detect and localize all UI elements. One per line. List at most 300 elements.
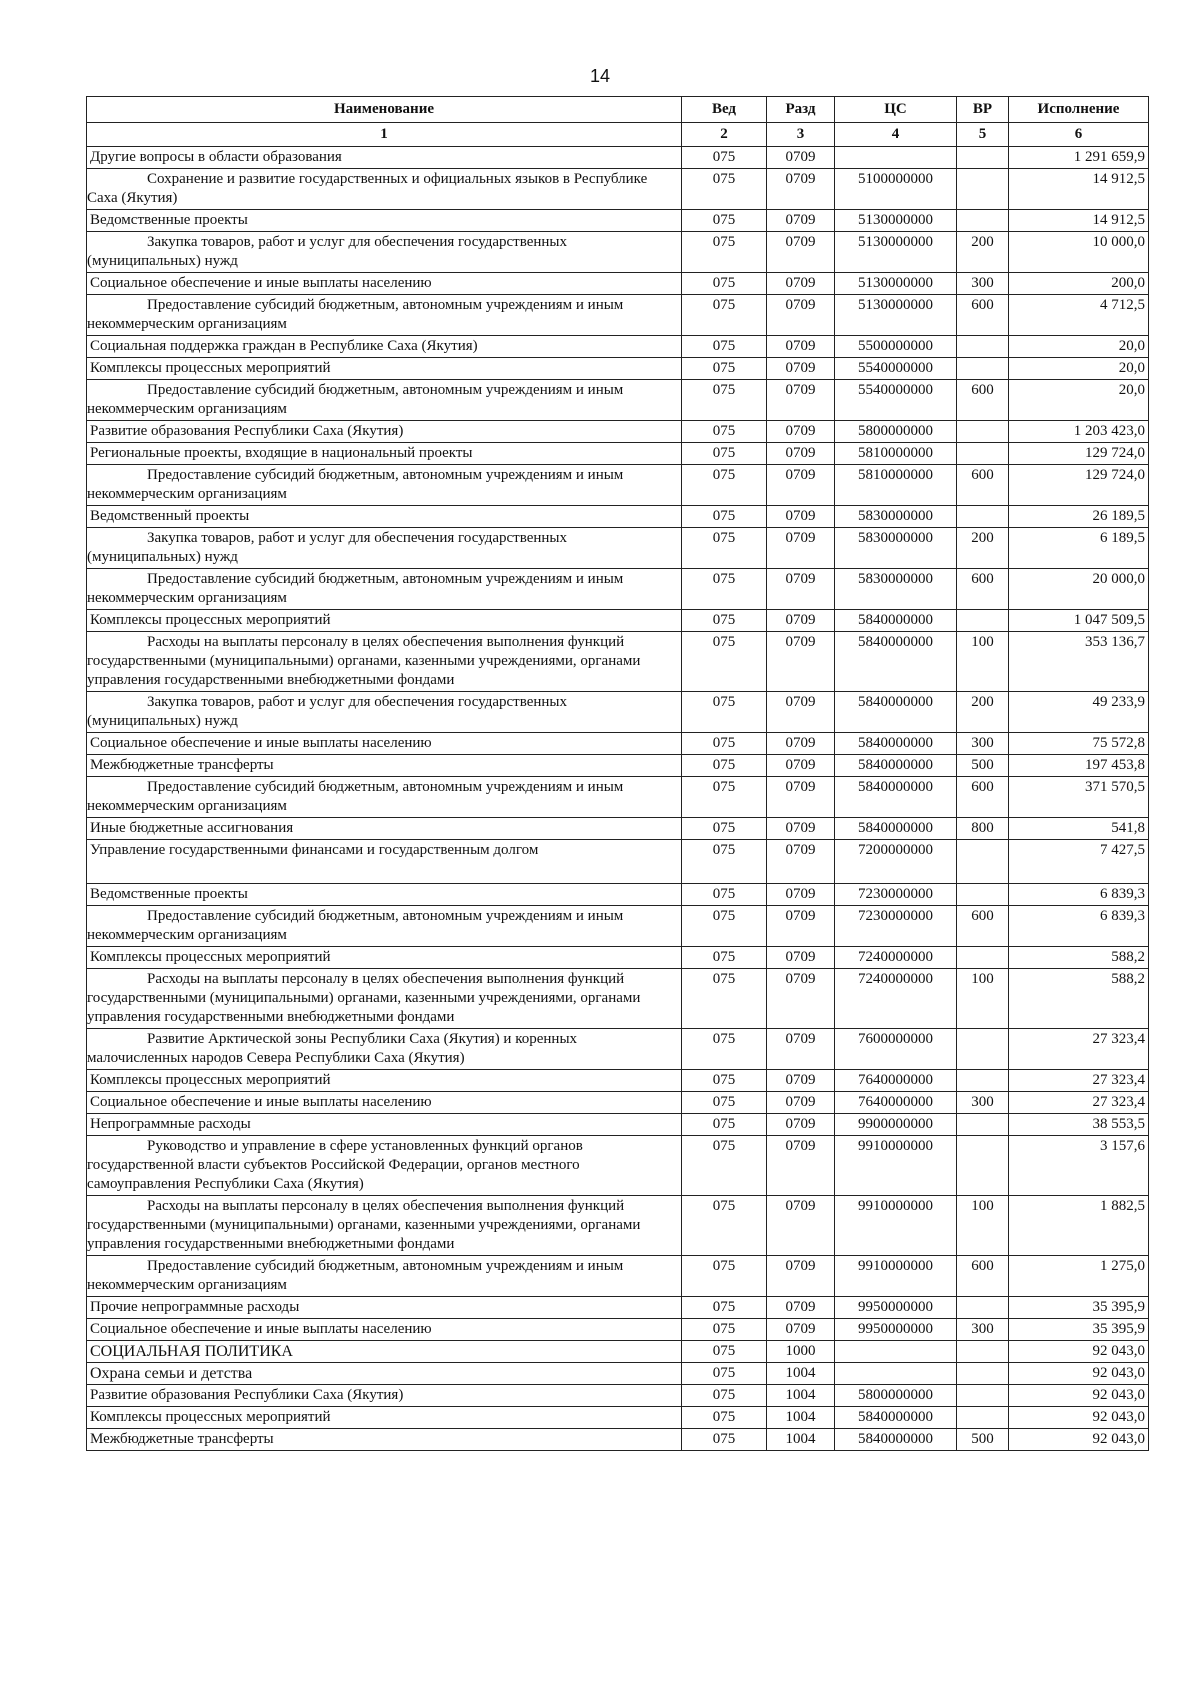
row-execution: 26 189,5 bbox=[1009, 506, 1149, 528]
row-name: Межбюджетные трансферты bbox=[87, 755, 682, 777]
row-vr bbox=[957, 1297, 1009, 1319]
row-cs: 9950000000 bbox=[835, 1297, 957, 1319]
row-cs: 5800000000 bbox=[835, 1385, 957, 1407]
row-execution: 10 000,0 bbox=[1009, 232, 1149, 273]
row-razd: 0709 bbox=[767, 1196, 835, 1256]
table-row bbox=[87, 569, 1149, 610]
row-execution: 6 839,3 bbox=[1009, 906, 1149, 947]
row-cs bbox=[835, 1363, 957, 1385]
row-vr bbox=[957, 1114, 1009, 1136]
row-cs: 5830000000 bbox=[835, 528, 957, 569]
row-razd: 0709 bbox=[767, 632, 835, 692]
row-name: Предоставление субсидий бюджетным, автономным учреждениям и иным некоммерческим организациям bbox=[87, 569, 682, 610]
row-vr bbox=[957, 169, 1009, 210]
row-cs: 5540000000 bbox=[835, 380, 957, 421]
row-execution: 6 839,3 bbox=[1009, 884, 1149, 906]
row-execution: 35 395,9 bbox=[1009, 1297, 1149, 1319]
row-name: Развитие Арктической зоны Республики Саха (Якутия) и коренных малочисленных народов Севера Республики Саха (Якутия) bbox=[87, 1029, 682, 1070]
table-row bbox=[87, 1256, 1149, 1297]
row-execution: 35 395,9 bbox=[1009, 1319, 1149, 1341]
row-ved: 075 bbox=[682, 1029, 767, 1070]
row-cs: 9910000000 bbox=[835, 1196, 957, 1256]
row-ved: 075 bbox=[682, 273, 767, 295]
table-row bbox=[87, 818, 1149, 840]
row-cs: 5130000000 bbox=[835, 295, 957, 336]
table-row bbox=[87, 947, 1149, 969]
row-execution: 200,0 bbox=[1009, 273, 1149, 295]
row-ved: 075 bbox=[682, 755, 767, 777]
row-name: Предоставление субсидий бюджетным, автономным учреждениям и иным некоммерческим организациям bbox=[87, 1256, 682, 1297]
row-razd: 0709 bbox=[767, 569, 835, 610]
table-row bbox=[87, 336, 1149, 358]
table-row bbox=[87, 421, 1149, 443]
row-cs: 5810000000 bbox=[835, 465, 957, 506]
row-execution: 92 043,0 bbox=[1009, 1429, 1149, 1451]
row-razd: 0709 bbox=[767, 733, 835, 755]
row-razd: 0709 bbox=[767, 610, 835, 632]
row-name: Закупка товаров, работ и услуг для обеспечения государственных (муниципальных) нужд bbox=[87, 692, 682, 733]
header-razd: Разд bbox=[767, 97, 835, 123]
row-ved: 075 bbox=[682, 947, 767, 969]
row-execution: 4 712,5 bbox=[1009, 295, 1149, 336]
row-name: Расходы на выплаты персоналу в целях обеспечения выполнения функций государственными (муниципальными) органами, казенными учреждениями, органами управления государственными внебюджетными фондами bbox=[87, 969, 682, 1029]
row-ved: 075 bbox=[682, 906, 767, 947]
row-ved: 075 bbox=[682, 1385, 767, 1407]
row-ved: 075 bbox=[682, 1319, 767, 1341]
row-cs: 5500000000 bbox=[835, 336, 957, 358]
table-row bbox=[87, 1114, 1149, 1136]
row-razd: 1000 bbox=[767, 1341, 835, 1363]
table-row bbox=[87, 380, 1149, 421]
row-ved: 075 bbox=[682, 1429, 767, 1451]
row-name: Предоставление субсидий бюджетным, автономным учреждениям и иным некоммерческим организациям bbox=[87, 906, 682, 947]
table-row bbox=[87, 692, 1149, 733]
row-razd: 0709 bbox=[767, 380, 835, 421]
row-vr bbox=[957, 840, 1009, 884]
row-razd: 0709 bbox=[767, 692, 835, 733]
column-number: 2 bbox=[682, 123, 767, 147]
column-number: 3 bbox=[767, 123, 835, 147]
row-razd: 0709 bbox=[767, 1256, 835, 1297]
row-ved: 075 bbox=[682, 569, 767, 610]
row-razd: 0709 bbox=[767, 1136, 835, 1196]
row-ved: 075 bbox=[682, 692, 767, 733]
row-execution: 49 233,9 bbox=[1009, 692, 1149, 733]
table-row bbox=[87, 840, 1149, 884]
row-ved: 075 bbox=[682, 1114, 767, 1136]
row-vr bbox=[957, 443, 1009, 465]
row-razd: 0709 bbox=[767, 1114, 835, 1136]
row-name: Комплексы процессных мероприятий bbox=[87, 1407, 682, 1429]
table-row bbox=[87, 1319, 1149, 1341]
row-vr: 500 bbox=[957, 1429, 1009, 1451]
row-execution: 1 291 659,9 bbox=[1009, 147, 1149, 169]
row-ved: 075 bbox=[682, 777, 767, 818]
row-razd: 1004 bbox=[767, 1429, 835, 1451]
table-row bbox=[87, 884, 1149, 906]
row-vr: 600 bbox=[957, 777, 1009, 818]
row-razd: 0709 bbox=[767, 421, 835, 443]
row-name: Комплексы процессных мероприятий bbox=[87, 358, 682, 380]
row-cs: 5830000000 bbox=[835, 506, 957, 528]
row-vr bbox=[957, 1070, 1009, 1092]
table-row bbox=[87, 506, 1149, 528]
table-row bbox=[87, 1196, 1149, 1256]
table-row bbox=[87, 1297, 1149, 1319]
row-vr: 600 bbox=[957, 906, 1009, 947]
row-vr: 100 bbox=[957, 1196, 1009, 1256]
row-ved: 075 bbox=[682, 295, 767, 336]
row-ved: 075 bbox=[682, 1256, 767, 1297]
header-cs: ЦС bbox=[835, 97, 957, 123]
row-name: Комплексы процессных мероприятий bbox=[87, 610, 682, 632]
row-execution: 20,0 bbox=[1009, 336, 1149, 358]
row-razd: 0709 bbox=[767, 465, 835, 506]
row-execution: 129 724,0 bbox=[1009, 443, 1149, 465]
row-cs bbox=[835, 147, 957, 169]
row-razd: 0709 bbox=[767, 210, 835, 232]
table-row bbox=[87, 465, 1149, 506]
row-razd: 0709 bbox=[767, 777, 835, 818]
row-execution: 92 043,0 bbox=[1009, 1407, 1149, 1429]
row-razd: 0709 bbox=[767, 358, 835, 380]
row-execution: 92 043,0 bbox=[1009, 1341, 1149, 1363]
table-row bbox=[87, 443, 1149, 465]
row-vr: 600 bbox=[957, 1256, 1009, 1297]
row-cs: 9910000000 bbox=[835, 1136, 957, 1196]
row-execution: 14 912,5 bbox=[1009, 210, 1149, 232]
table-header-row bbox=[87, 97, 1149, 123]
row-vr: 600 bbox=[957, 465, 1009, 506]
row-cs: 9950000000 bbox=[835, 1319, 957, 1341]
row-cs: 5130000000 bbox=[835, 232, 957, 273]
row-razd: 0709 bbox=[767, 147, 835, 169]
row-vr: 500 bbox=[957, 755, 1009, 777]
row-execution: 1 047 509,5 bbox=[1009, 610, 1149, 632]
row-vr: 600 bbox=[957, 569, 1009, 610]
row-execution: 3 157,6 bbox=[1009, 1136, 1149, 1196]
table-row bbox=[87, 610, 1149, 632]
row-execution: 38 553,5 bbox=[1009, 1114, 1149, 1136]
row-execution: 129 724,0 bbox=[1009, 465, 1149, 506]
row-cs: 7600000000 bbox=[835, 1029, 957, 1070]
row-ved: 075 bbox=[682, 358, 767, 380]
row-vr: 600 bbox=[957, 295, 1009, 336]
row-razd: 0709 bbox=[767, 336, 835, 358]
row-razd: 0709 bbox=[767, 1029, 835, 1070]
row-razd: 0709 bbox=[767, 1070, 835, 1092]
row-vr bbox=[957, 1029, 1009, 1070]
row-ved: 075 bbox=[682, 818, 767, 840]
row-cs bbox=[835, 1341, 957, 1363]
table-row bbox=[87, 906, 1149, 947]
row-cs: 9900000000 bbox=[835, 1114, 957, 1136]
row-execution: 1 882,5 bbox=[1009, 1196, 1149, 1256]
row-razd: 0709 bbox=[767, 884, 835, 906]
row-name: Ведомственные проекты bbox=[87, 884, 682, 906]
header-vr: ВР bbox=[957, 97, 1009, 123]
row-ved: 075 bbox=[682, 733, 767, 755]
table-row bbox=[87, 232, 1149, 273]
row-execution: 14 912,5 bbox=[1009, 169, 1149, 210]
table-column-numbers-row bbox=[87, 123, 1149, 147]
row-cs: 9910000000 bbox=[835, 1256, 957, 1297]
row-ved: 075 bbox=[682, 443, 767, 465]
row-ved: 075 bbox=[682, 1092, 767, 1114]
table-row bbox=[87, 528, 1149, 569]
column-number: 4 bbox=[835, 123, 957, 147]
table-row bbox=[87, 1070, 1149, 1092]
row-name: Предоставление субсидий бюджетным, автономным учреждениям и иным некоммерческим организациям bbox=[87, 295, 682, 336]
row-ved: 075 bbox=[682, 169, 767, 210]
row-name: Социальное обеспечение и иные выплаты населению bbox=[87, 733, 682, 755]
table-row bbox=[87, 358, 1149, 380]
row-cs: 7230000000 bbox=[835, 884, 957, 906]
row-razd: 0709 bbox=[767, 755, 835, 777]
column-number: 1 bbox=[87, 123, 682, 147]
row-name: Расходы на выплаты персоналу в целях обеспечения выполнения функций государственными (муниципальными) органами, казенными учреждениями, органами управления государственными внебюджетными фондами bbox=[87, 1196, 682, 1256]
row-execution: 197 453,8 bbox=[1009, 755, 1149, 777]
row-vr: 100 bbox=[957, 969, 1009, 1029]
header-name: Наименование bbox=[87, 97, 682, 123]
row-ved: 075 bbox=[682, 1341, 767, 1363]
row-name: Руководство и управление в сфере установленных функций органов государственной власти субъектов Российской Федерации, органов местного самоуправления Республики Саха (Якутия) bbox=[87, 1136, 682, 1196]
row-ved: 075 bbox=[682, 421, 767, 443]
row-razd: 1004 bbox=[767, 1363, 835, 1385]
row-ved: 075 bbox=[682, 210, 767, 232]
row-razd: 0709 bbox=[767, 818, 835, 840]
row-name: Управление государственными финансами и государственным долгом bbox=[87, 840, 682, 884]
row-cs: 7200000000 bbox=[835, 840, 957, 884]
row-execution: 92 043,0 bbox=[1009, 1363, 1149, 1385]
row-cs: 7640000000 bbox=[835, 1092, 957, 1114]
row-vr: 300 bbox=[957, 1092, 1009, 1114]
row-name: Прочие непрограммные расходы bbox=[87, 1297, 682, 1319]
row-name: Закупка товаров, работ и услуг для обеспечения государственных (муниципальных) нужд bbox=[87, 528, 682, 569]
table-row bbox=[87, 1385, 1149, 1407]
row-ved: 075 bbox=[682, 1363, 767, 1385]
row-cs: 7240000000 bbox=[835, 969, 957, 1029]
header-execution: Исполнение bbox=[1009, 97, 1149, 123]
row-vr bbox=[957, 506, 1009, 528]
row-name: Социальная поддержка граждан в Республике Саха (Якутия) bbox=[87, 336, 682, 358]
row-ved: 075 bbox=[682, 1297, 767, 1319]
row-razd: 0709 bbox=[767, 528, 835, 569]
row-cs: 7240000000 bbox=[835, 947, 957, 969]
row-ved: 075 bbox=[682, 1136, 767, 1196]
row-ved: 075 bbox=[682, 884, 767, 906]
row-vr bbox=[957, 147, 1009, 169]
table-row bbox=[87, 295, 1149, 336]
table-row bbox=[87, 1429, 1149, 1451]
table-row bbox=[87, 1029, 1149, 1070]
row-vr bbox=[957, 336, 1009, 358]
row-name: Социальное обеспечение и иные выплаты населению bbox=[87, 273, 682, 295]
row-vr: 600 bbox=[957, 380, 1009, 421]
row-cs: 5840000000 bbox=[835, 818, 957, 840]
table-row bbox=[87, 169, 1149, 210]
row-execution: 353 136,7 bbox=[1009, 632, 1149, 692]
row-name: Развитие образования Республики Саха (Якутия) bbox=[87, 1385, 682, 1407]
row-razd: 0709 bbox=[767, 232, 835, 273]
row-ved: 075 bbox=[682, 610, 767, 632]
row-ved: 075 bbox=[682, 1196, 767, 1256]
row-razd: 0709 bbox=[767, 443, 835, 465]
row-name: Региональные проекты, входящие в национальный проекты bbox=[87, 443, 682, 465]
row-vr bbox=[957, 421, 1009, 443]
row-name: Охрана семьи и детства bbox=[87, 1363, 682, 1385]
row-ved: 075 bbox=[682, 1070, 767, 1092]
row-vr: 200 bbox=[957, 232, 1009, 273]
table-row bbox=[87, 273, 1149, 295]
row-execution: 27 323,4 bbox=[1009, 1092, 1149, 1114]
row-cs: 5810000000 bbox=[835, 443, 957, 465]
row-vr bbox=[957, 1341, 1009, 1363]
row-vr bbox=[957, 947, 1009, 969]
row-vr: 100 bbox=[957, 632, 1009, 692]
row-name: Развитие образования Республики Саха (Якутия) bbox=[87, 421, 682, 443]
row-cs: 5540000000 bbox=[835, 358, 957, 380]
row-vr bbox=[957, 1136, 1009, 1196]
row-name: Ведомственные проекты bbox=[87, 210, 682, 232]
row-cs: 5840000000 bbox=[835, 692, 957, 733]
table-row bbox=[87, 1363, 1149, 1385]
row-cs: 5840000000 bbox=[835, 733, 957, 755]
row-cs: 5840000000 bbox=[835, 1407, 957, 1429]
row-razd: 0709 bbox=[767, 506, 835, 528]
row-name: Ведомственный проекты bbox=[87, 506, 682, 528]
row-cs: 7640000000 bbox=[835, 1070, 957, 1092]
row-execution: 27 323,4 bbox=[1009, 1070, 1149, 1092]
row-cs: 5840000000 bbox=[835, 755, 957, 777]
row-vr bbox=[957, 1407, 1009, 1429]
row-razd: 0709 bbox=[767, 169, 835, 210]
row-name: Предоставление субсидий бюджетным, автономным учреждениям и иным некоммерческим организациям bbox=[87, 777, 682, 818]
table-row bbox=[87, 755, 1149, 777]
row-ved: 075 bbox=[682, 840, 767, 884]
row-vr bbox=[957, 884, 1009, 906]
row-ved: 075 bbox=[682, 969, 767, 1029]
table-row bbox=[87, 1136, 1149, 1196]
row-vr bbox=[957, 210, 1009, 232]
row-vr: 300 bbox=[957, 1319, 1009, 1341]
row-cs: 7230000000 bbox=[835, 906, 957, 947]
row-razd: 0709 bbox=[767, 1092, 835, 1114]
row-name: Комплексы процессных мероприятий bbox=[87, 1070, 682, 1092]
row-vr: 800 bbox=[957, 818, 1009, 840]
table-row bbox=[87, 147, 1149, 169]
row-razd: 0709 bbox=[767, 295, 835, 336]
row-cs: 5840000000 bbox=[835, 610, 957, 632]
row-execution: 20 000,0 bbox=[1009, 569, 1149, 610]
row-name: Непрограммные расходы bbox=[87, 1114, 682, 1136]
row-name: Предоставление субсидий бюджетным, автономным учреждениям и иным некоммерческим организациям bbox=[87, 465, 682, 506]
row-ved: 075 bbox=[682, 147, 767, 169]
row-name: Сохранение и развитие государственных и официальных языков в Республике Саха (Якутия) bbox=[87, 169, 682, 210]
row-execution: 1 275,0 bbox=[1009, 1256, 1149, 1297]
row-name: Межбюджетные трансферты bbox=[87, 1429, 682, 1451]
row-execution: 7 427,5 bbox=[1009, 840, 1149, 884]
row-vr: 300 bbox=[957, 733, 1009, 755]
row-vr bbox=[957, 1385, 1009, 1407]
row-razd: 0709 bbox=[767, 906, 835, 947]
row-razd: 0709 bbox=[767, 1319, 835, 1341]
row-ved: 075 bbox=[682, 336, 767, 358]
row-execution: 371 570,5 bbox=[1009, 777, 1149, 818]
row-vr bbox=[957, 610, 1009, 632]
row-execution: 92 043,0 bbox=[1009, 1385, 1149, 1407]
row-name: СОЦИАЛЬНАЯ ПОЛИТИКА bbox=[87, 1341, 682, 1363]
row-name: Предоставление субсидий бюджетным, автономным учреждениям и иным некоммерческим организациям bbox=[87, 380, 682, 421]
row-ved: 075 bbox=[682, 465, 767, 506]
row-name: Социальное обеспечение и иные выплаты населению bbox=[87, 1319, 682, 1341]
row-execution: 588,2 bbox=[1009, 947, 1149, 969]
row-cs: 5130000000 bbox=[835, 210, 957, 232]
row-razd: 0709 bbox=[767, 947, 835, 969]
row-razd: 0709 bbox=[767, 969, 835, 1029]
row-name: Комплексы процессных мероприятий bbox=[87, 947, 682, 969]
row-execution: 588,2 bbox=[1009, 969, 1149, 1029]
row-ved: 075 bbox=[682, 380, 767, 421]
row-execution: 1 203 423,0 bbox=[1009, 421, 1149, 443]
row-vr: 200 bbox=[957, 692, 1009, 733]
table-row bbox=[87, 969, 1149, 1029]
row-vr bbox=[957, 1363, 1009, 1385]
row-ved: 075 bbox=[682, 632, 767, 692]
row-vr: 300 bbox=[957, 273, 1009, 295]
row-ved: 075 bbox=[682, 1407, 767, 1429]
table-body bbox=[87, 147, 1149, 1451]
column-number: 5 bbox=[957, 123, 1009, 147]
table-row bbox=[87, 777, 1149, 818]
row-name: Расходы на выплаты персоналу в целях обеспечения выполнения функций государственными (муниципальными) органами, казенными учреждениями, органами управления государственными внебюджетными фондами bbox=[87, 632, 682, 692]
row-ved: 075 bbox=[682, 506, 767, 528]
row-execution: 27 323,4 bbox=[1009, 1029, 1149, 1070]
table-row bbox=[87, 1341, 1149, 1363]
header-ved: Вед bbox=[682, 97, 767, 123]
row-cs: 5830000000 bbox=[835, 569, 957, 610]
row-vr: 200 bbox=[957, 528, 1009, 569]
row-cs: 5100000000 bbox=[835, 169, 957, 210]
page-number: 14 bbox=[589, 66, 611, 86]
row-execution: 75 572,8 bbox=[1009, 733, 1149, 755]
table-row bbox=[87, 210, 1149, 232]
row-name: Закупка товаров, работ и услуг для обеспечения государственных (муниципальных) нужд bbox=[87, 232, 682, 273]
column-number: 6 bbox=[1009, 123, 1149, 147]
row-ved: 075 bbox=[682, 528, 767, 569]
table-row bbox=[87, 1092, 1149, 1114]
row-name: Другие вопросы в области образования bbox=[87, 147, 682, 169]
row-cs: 5840000000 bbox=[835, 777, 957, 818]
row-cs: 5130000000 bbox=[835, 273, 957, 295]
row-razd: 0709 bbox=[767, 1297, 835, 1319]
row-ved: 075 bbox=[682, 232, 767, 273]
row-execution: 541,8 bbox=[1009, 818, 1149, 840]
table-row bbox=[87, 733, 1149, 755]
budget-execution-table bbox=[86, 96, 1149, 1451]
row-cs: 5840000000 bbox=[835, 1429, 957, 1451]
row-razd: 1004 bbox=[767, 1385, 835, 1407]
row-cs: 5840000000 bbox=[835, 632, 957, 692]
row-razd: 0709 bbox=[767, 273, 835, 295]
row-cs: 5800000000 bbox=[835, 421, 957, 443]
table-row bbox=[87, 632, 1149, 692]
row-razd: 0709 bbox=[767, 840, 835, 884]
table-row bbox=[87, 1407, 1149, 1429]
row-name: Иные бюджетные ассигнования bbox=[87, 818, 682, 840]
row-execution: 6 189,5 bbox=[1009, 528, 1149, 569]
row-execution: 20,0 bbox=[1009, 380, 1149, 421]
